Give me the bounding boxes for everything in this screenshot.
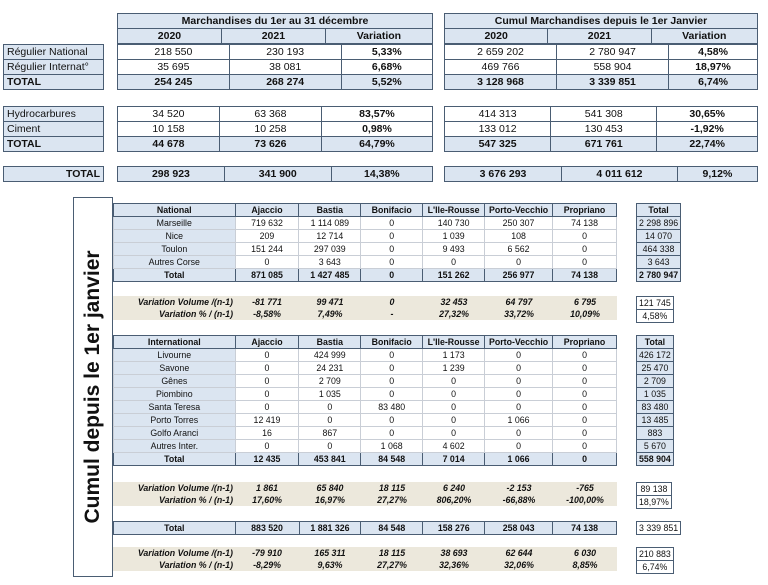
row-total-cell: 14 070 xyxy=(637,230,681,243)
variation-cell: 806,20% xyxy=(423,494,485,506)
value-cell: 140 730 xyxy=(423,217,485,230)
variation-cell: 7,49% xyxy=(299,308,361,320)
international-total-column xyxy=(636,335,674,466)
total-cell: 341 900 xyxy=(224,167,331,182)
grand-total-left xyxy=(117,166,433,182)
table-row xyxy=(114,362,617,375)
variation-cell: -765 xyxy=(553,482,617,494)
origin-port-label: Gênes xyxy=(114,375,236,388)
variation-cell: 5,33% xyxy=(341,45,432,60)
value-cell: 469 766 xyxy=(445,60,557,75)
grand-total-cell: 2 780 947 xyxy=(637,269,681,282)
variation-cell: 32,06% xyxy=(485,559,553,571)
value-cell: 74 138 xyxy=(553,217,617,230)
value-cell: 1 239 xyxy=(423,362,485,375)
col-variation: Variation xyxy=(651,29,757,44)
row-total-cell: 83 480 xyxy=(637,401,674,414)
col-2021: 2021 xyxy=(221,29,325,44)
origin-port-label: Toulon xyxy=(114,243,236,256)
value-cell: 0 xyxy=(553,230,617,243)
table-row xyxy=(114,217,617,230)
total-cell: 3 676 293 xyxy=(445,167,562,182)
variation-label: Variation Volume /(n-1) xyxy=(113,482,235,494)
value-cell: 0 xyxy=(361,217,423,230)
row-total-cell: 5 670 xyxy=(637,440,674,453)
origin-port-label: Savone xyxy=(114,362,236,375)
value-cell: 414 313 xyxy=(445,107,551,122)
variation-total-cell: 18,97% xyxy=(637,496,672,509)
value-cell: 719 632 xyxy=(235,217,299,230)
total-cell: 73 626 xyxy=(219,137,321,152)
section-header: National xyxy=(114,204,236,217)
variation-cell: 27,27% xyxy=(361,559,423,571)
value-cell: 209 xyxy=(235,230,299,243)
variation-cell: 1 861 xyxy=(235,482,299,494)
total-label: Total xyxy=(114,269,236,282)
value-cell: 2 659 202 xyxy=(445,45,557,60)
national-total-column xyxy=(636,203,681,282)
variation-cell: 18,97% xyxy=(669,60,758,75)
port-header: L'Ile-Rousse xyxy=(423,336,485,349)
origin-port-label: Nice xyxy=(114,230,236,243)
row-total-cell: 1 035 xyxy=(637,388,674,401)
value-cell: 0 xyxy=(361,243,423,256)
origin-port-label: Porto Torres xyxy=(114,414,236,427)
variation-label: Variation % / (n-1) xyxy=(113,559,235,571)
value-cell: 0 xyxy=(423,375,485,388)
total-header: Total xyxy=(637,204,681,217)
value-cell: 2 709 xyxy=(299,375,361,388)
col-2020: 2020 xyxy=(445,29,548,44)
value-cell: 0 xyxy=(361,427,423,440)
variation-total-cell: 89 138 xyxy=(637,483,672,496)
total-cell: 0 xyxy=(361,269,423,282)
section-header: International xyxy=(114,336,236,349)
total-variation-cell: 64,79% xyxy=(321,137,432,152)
origin-port-label: Santa Teresa xyxy=(114,401,236,414)
value-cell: 108 xyxy=(485,230,553,243)
variation-cell: 6 240 xyxy=(423,482,485,494)
variation-cell: 27,27% xyxy=(361,494,423,506)
variation-cell: 165 311 xyxy=(299,547,361,559)
value-cell: 1 068 xyxy=(361,440,423,453)
summary-block-regulier xyxy=(3,44,731,90)
table-row xyxy=(114,414,617,427)
variation-cell: - xyxy=(361,308,423,320)
value-cell: 0 xyxy=(553,256,617,269)
value-cell: 0 xyxy=(361,256,423,269)
row-total-cell: 2 298 896 xyxy=(637,217,681,230)
variation-total-cell: 6,74% xyxy=(637,561,674,574)
overall-total-label: Total xyxy=(114,522,236,535)
overall-variation-total xyxy=(636,547,674,574)
summary-values-right xyxy=(444,44,758,90)
overall-grand-total-cell: 3 339 851 xyxy=(637,522,681,535)
variation-cell: 9,63% xyxy=(299,559,361,571)
overall-total-table xyxy=(113,521,617,535)
variation-cell: 6 795 xyxy=(553,296,617,308)
port-header: Bastia xyxy=(299,204,361,217)
value-cell: 1 035 xyxy=(299,388,361,401)
variation-cell: 6 030 xyxy=(553,547,617,559)
value-cell: 0 xyxy=(423,414,485,427)
table-row xyxy=(114,401,617,414)
value-cell: 0 xyxy=(553,440,617,453)
total-cell: 453 841 xyxy=(299,453,361,466)
value-cell: 0 xyxy=(423,401,485,414)
variation-cell: 30,65% xyxy=(657,107,758,122)
variation-cell: -100,00% xyxy=(553,494,617,506)
row-label: Ciment xyxy=(4,122,104,137)
value-cell: 0 xyxy=(361,230,423,243)
value-cell: 1 066 xyxy=(485,414,553,427)
total-cell: 258 043 xyxy=(485,522,553,535)
row-label: Hydrocarbures xyxy=(4,107,104,122)
top-left-header-table xyxy=(117,13,433,44)
value-cell: 0 xyxy=(361,349,423,362)
variation-total-cell: 121 745 xyxy=(637,297,674,310)
variation-cell: 8,85% xyxy=(553,559,617,571)
total-variation-cell: 22,74% xyxy=(657,137,758,152)
row-total-cell: 426 172 xyxy=(637,349,674,362)
variation-label: Variation Volume /(n-1) xyxy=(113,547,235,559)
value-cell: 0 xyxy=(361,414,423,427)
overall-total-column xyxy=(636,521,681,535)
value-cell: 867 xyxy=(299,427,361,440)
value-cell: 63 368 xyxy=(219,107,321,122)
value-cell: 9 493 xyxy=(423,243,485,256)
table-row xyxy=(114,349,617,362)
total-cell: 1 427 485 xyxy=(299,269,361,282)
total-cell: 4 011 612 xyxy=(562,167,678,182)
origin-port-label: Piombino xyxy=(114,388,236,401)
value-cell: 1 114 089 xyxy=(299,217,361,230)
port-header: Bonifacio xyxy=(361,204,423,217)
table-row xyxy=(114,243,617,256)
left-period-header: Marchandises du 1er au 31 décembre xyxy=(118,14,433,29)
total-cell: 1 066 xyxy=(485,453,553,466)
table-row xyxy=(114,440,617,453)
value-cell: 133 012 xyxy=(445,122,551,137)
variation-cell: 16,97% xyxy=(299,494,361,506)
variation-cell: -66,88% xyxy=(485,494,553,506)
national-table xyxy=(113,203,617,282)
total-cell: 3 128 968 xyxy=(445,75,557,90)
value-cell: 130 453 xyxy=(551,122,657,137)
total-cell: 1 881 326 xyxy=(299,522,361,535)
total-cell: 547 325 xyxy=(445,137,551,152)
row-total-cell: 13 485 xyxy=(637,414,674,427)
row-label: TOTAL xyxy=(4,137,104,152)
variation-label: Variation % / (n-1) xyxy=(113,308,235,320)
value-cell: 34 520 xyxy=(118,107,220,122)
port-header: Ajaccio xyxy=(235,204,299,217)
national-variation-total xyxy=(636,296,674,323)
value-cell: 0 xyxy=(553,349,617,362)
row-total-cell: 3 643 xyxy=(637,256,681,269)
variation-cell: 99 471 xyxy=(299,296,361,308)
value-cell: 0 xyxy=(553,362,617,375)
variation-cell: 62 644 xyxy=(485,547,553,559)
total-cell: 74 138 xyxy=(553,522,617,535)
value-cell: 250 307 xyxy=(485,217,553,230)
value-cell: 0 xyxy=(235,349,299,362)
port-header: L'Ile-Rousse xyxy=(423,204,485,217)
row-total-cell: 2 709 xyxy=(637,375,674,388)
origin-port-label: Marseille xyxy=(114,217,236,230)
value-cell: 4 602 xyxy=(423,440,485,453)
total-cell: 3 339 851 xyxy=(557,75,669,90)
value-cell: 0 xyxy=(361,375,423,388)
variation-label: Variation Volume /(n-1) xyxy=(113,296,235,308)
value-cell: 218 550 xyxy=(118,45,230,60)
total-cell: 883 520 xyxy=(235,522,299,535)
value-cell: 0 xyxy=(485,349,553,362)
variation-cell: 18 115 xyxy=(361,547,423,559)
total-cell: 871 085 xyxy=(235,269,299,282)
value-cell: 6 562 xyxy=(485,243,553,256)
row-label: TOTAL xyxy=(4,75,104,90)
value-cell: 424 999 xyxy=(299,349,361,362)
variation-cell: 6,68% xyxy=(341,60,432,75)
summary-labels xyxy=(3,106,104,152)
value-cell: 0 xyxy=(299,414,361,427)
value-cell: 230 193 xyxy=(229,45,341,60)
grand-total-label: TOTAL xyxy=(4,167,104,182)
value-cell: 0 xyxy=(485,427,553,440)
overall-variation xyxy=(113,547,617,571)
variation-cell: 32 453 xyxy=(423,296,485,308)
value-cell: 12 714 xyxy=(299,230,361,243)
total-variation-cell: 5,52% xyxy=(341,75,432,90)
value-cell: 0 xyxy=(553,243,617,256)
row-total-cell: 25 470 xyxy=(637,362,674,375)
variation-cell: 10,09% xyxy=(553,308,617,320)
total-variation-cell: 9,12% xyxy=(677,167,757,182)
summary-labels xyxy=(3,44,104,90)
total-variation-cell: 14,38% xyxy=(331,167,432,182)
value-cell: 0 xyxy=(553,401,617,414)
value-cell: 0 xyxy=(423,388,485,401)
variation-total-cell: 4,58% xyxy=(637,310,674,323)
value-cell: 83 480 xyxy=(361,401,423,414)
value-cell: 0 xyxy=(235,256,299,269)
vertical-title-text: Cumul depuis le 1er janvier xyxy=(81,250,104,524)
total-cell: 84 548 xyxy=(361,453,423,466)
value-cell: 0 xyxy=(553,375,617,388)
grand-total-right xyxy=(444,166,758,182)
port-header: Bastia xyxy=(299,336,361,349)
summary-block-vrac xyxy=(3,106,725,152)
table-row xyxy=(114,230,617,243)
value-cell: 0 xyxy=(423,256,485,269)
value-cell: 0 xyxy=(235,375,299,388)
value-cell: 0 xyxy=(235,388,299,401)
variation-cell: 83,57% xyxy=(321,107,432,122)
international-variation xyxy=(113,482,617,506)
variation-cell: -8,29% xyxy=(235,559,299,571)
national-variation xyxy=(113,296,617,320)
variation-cell: -1,92% xyxy=(657,122,758,137)
value-cell: 0 xyxy=(485,362,553,375)
value-cell: 151 244 xyxy=(235,243,299,256)
summary-values-left xyxy=(117,44,433,90)
variation-total-cell: 210 883 xyxy=(637,548,674,561)
total-cell: 84 548 xyxy=(361,522,423,535)
variation-cell: 33,72% xyxy=(485,308,553,320)
value-cell: 1 039 xyxy=(423,230,485,243)
variation-cell: -79 910 xyxy=(235,547,299,559)
value-cell: 16 xyxy=(235,427,299,440)
summary-grand-total xyxy=(3,166,733,182)
total-cell: 74 138 xyxy=(553,269,617,282)
summary-values-left xyxy=(117,106,433,152)
col-2020: 2020 xyxy=(118,29,222,44)
row-total-cell: 883 xyxy=(637,427,674,440)
value-cell: 0 xyxy=(485,388,553,401)
total-cell: 7 014 xyxy=(423,453,485,466)
value-cell: 2 780 947 xyxy=(557,45,669,60)
cumul-vertical-title xyxy=(73,197,113,577)
origin-port-label: Autres Inter. xyxy=(114,440,236,453)
value-cell: 0 xyxy=(553,427,617,440)
table-row xyxy=(114,427,617,440)
total-cell: 158 276 xyxy=(423,522,485,535)
col-2021: 2021 xyxy=(548,29,651,44)
total-cell: 268 274 xyxy=(229,75,341,90)
table-row xyxy=(114,256,617,269)
variation-cell: 4,58% xyxy=(669,45,758,60)
port-header: Propriano xyxy=(553,336,617,349)
value-cell: 297 039 xyxy=(299,243,361,256)
port-header: Ajaccio xyxy=(235,336,299,349)
variation-cell: 27,32% xyxy=(423,308,485,320)
value-cell: 0 xyxy=(299,440,361,453)
row-label: Régulier National xyxy=(4,45,104,60)
variation-cell: 0,98% xyxy=(321,122,432,137)
origin-port-label: Autres Corse xyxy=(114,256,236,269)
value-cell: 0 xyxy=(235,401,299,414)
value-cell: 0 xyxy=(553,414,617,427)
row-label: Régulier Internat° xyxy=(4,60,104,75)
total-cell: 254 245 xyxy=(118,75,230,90)
total-cell: 0 xyxy=(553,453,617,466)
variation-cell: 32,36% xyxy=(423,559,485,571)
table-row xyxy=(114,388,617,401)
variation-cell: 0 xyxy=(361,296,423,308)
variation-cell: 17,60% xyxy=(235,494,299,506)
value-cell: 0 xyxy=(299,401,361,414)
col-variation: Variation xyxy=(325,29,432,44)
total-variation-cell: 6,74% xyxy=(669,75,758,90)
value-cell: 0 xyxy=(235,362,299,375)
value-cell: 3 643 xyxy=(299,256,361,269)
port-header: Porto-Vecchio xyxy=(485,204,553,217)
variation-cell: 38 693 xyxy=(423,547,485,559)
value-cell: 38 081 xyxy=(229,60,341,75)
right-period-header: Cumul Marchandises depuis le 1er Janvier xyxy=(445,14,758,29)
variation-cell: 65 840 xyxy=(299,482,361,494)
total-header: Total xyxy=(637,336,674,349)
variation-cell: -81 771 xyxy=(235,296,299,308)
origin-port-label: Golfo Aranci xyxy=(114,427,236,440)
variation-cell: 64 797 xyxy=(485,296,553,308)
total-cell: 12 435 xyxy=(235,453,299,466)
value-cell: 0 xyxy=(361,388,423,401)
port-header: Porto-Vecchio xyxy=(485,336,553,349)
international-table xyxy=(113,335,617,466)
total-cell: 256 977 xyxy=(485,269,553,282)
variation-label: Variation % / (n-1) xyxy=(113,494,235,506)
grand-total-cell: 558 904 xyxy=(637,453,674,466)
value-cell: 10 258 xyxy=(219,122,321,137)
value-cell: 0 xyxy=(423,427,485,440)
value-cell: 24 231 xyxy=(299,362,361,375)
row-total-cell: 464 338 xyxy=(637,243,681,256)
grand-total-label-table xyxy=(3,166,104,182)
top-right-header-table xyxy=(444,13,758,44)
port-header: Bonifacio xyxy=(361,336,423,349)
total-cell: 298 923 xyxy=(118,167,225,182)
value-cell: 0 xyxy=(361,362,423,375)
value-cell: 1 173 xyxy=(423,349,485,362)
value-cell: 10 158 xyxy=(118,122,220,137)
variation-cell: 18 115 xyxy=(361,482,423,494)
total-label: Total xyxy=(114,453,236,466)
value-cell: 0 xyxy=(485,401,553,414)
value-cell: 558 904 xyxy=(557,60,669,75)
value-cell: 0 xyxy=(485,256,553,269)
value-cell: 0 xyxy=(235,440,299,453)
total-cell: 151 262 xyxy=(423,269,485,282)
value-cell: 12 419 xyxy=(235,414,299,427)
summary-values-right xyxy=(444,106,758,152)
variation-cell: -8,58% xyxy=(235,308,299,320)
variation-cell: -2 153 xyxy=(485,482,553,494)
port-header: Propriano xyxy=(553,204,617,217)
value-cell: 541 308 xyxy=(551,107,657,122)
total-cell: 44 678 xyxy=(118,137,220,152)
origin-port-label: Livourne xyxy=(114,349,236,362)
table-row xyxy=(114,375,617,388)
value-cell: 0 xyxy=(485,375,553,388)
international-variation-total xyxy=(636,482,672,509)
value-cell: 0 xyxy=(485,440,553,453)
value-cell: 0 xyxy=(553,388,617,401)
value-cell: 35 695 xyxy=(118,60,230,75)
total-cell: 671 761 xyxy=(551,137,657,152)
